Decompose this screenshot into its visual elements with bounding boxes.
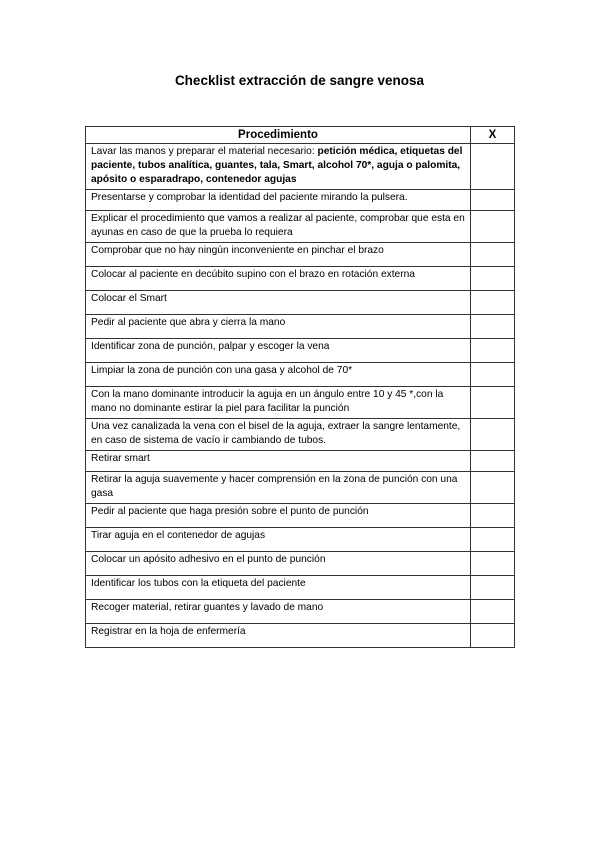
page-title: Checklist extracción de sangre venosa bbox=[174, 73, 425, 88]
check-cell[interactable] bbox=[471, 419, 515, 451]
table-row bbox=[86, 624, 515, 648]
procedure-cell: Pedir al paciente que haga presión sobre el punto de punción bbox=[86, 504, 471, 528]
table-row bbox=[86, 419, 515, 451]
table-row bbox=[86, 504, 515, 528]
check-cell[interactable] bbox=[471, 472, 515, 504]
header-procedimiento: Procedimiento bbox=[86, 127, 471, 144]
check-cell[interactable] bbox=[471, 243, 515, 267]
table-row bbox=[86, 363, 515, 387]
check-cell[interactable] bbox=[471, 144, 515, 190]
check-cell[interactable] bbox=[471, 600, 515, 624]
procedure-text: Lavar las manos y preparar el material necesario: bbox=[91, 146, 318, 157]
table-row bbox=[86, 472, 515, 504]
table-row bbox=[86, 387, 515, 419]
procedure-cell: Retirar la aguja suavemente y hacer comprensión en la zona de punción con una gasa bbox=[86, 472, 471, 504]
check-cell[interactable] bbox=[471, 387, 515, 419]
table-row bbox=[86, 315, 515, 339]
table-row bbox=[86, 339, 515, 363]
table-row bbox=[86, 552, 515, 576]
header-x: X bbox=[471, 127, 515, 144]
table-header-row bbox=[86, 127, 515, 144]
table-row bbox=[86, 243, 515, 267]
procedure-cell: Identificar zona de punción, palpar y escoger la vena bbox=[86, 339, 471, 363]
table-row bbox=[86, 144, 515, 190]
check-cell[interactable] bbox=[471, 315, 515, 339]
check-cell[interactable] bbox=[471, 576, 515, 600]
procedure-cell: Una vez canalizada la vena con el bisel de la aguja, extraer la sangre lentamente, en caso de sistema de vacío ir cambiando de tubos. bbox=[86, 419, 471, 451]
table-row bbox=[86, 528, 515, 552]
check-cell[interactable] bbox=[471, 291, 515, 315]
table-row bbox=[86, 451, 515, 472]
table-row bbox=[86, 291, 515, 315]
check-cell[interactable] bbox=[471, 552, 515, 576]
check-cell[interactable] bbox=[471, 363, 515, 387]
check-cell[interactable] bbox=[471, 190, 515, 211]
procedure-cell: Colocar el Smart bbox=[86, 291, 471, 315]
check-cell[interactable] bbox=[471, 528, 515, 552]
procedure-cell: Tirar aguja en el contenedor de agujas bbox=[86, 528, 471, 552]
procedure-cell: Con la mano dominante introducir la aguja en un ángulo entre 10 y 45 *,con la mano no dominante estirar la piel para facilitar la punción bbox=[86, 387, 471, 419]
checklist-table bbox=[85, 126, 515, 648]
procedure-cell: Identificar los tubos con la etiqueta del paciente bbox=[86, 576, 471, 600]
table-row bbox=[86, 600, 515, 624]
procedure-cell: Recoger material, retirar guantes y lavado de mano bbox=[86, 600, 471, 624]
check-cell[interactable] bbox=[471, 504, 515, 528]
procedure-cell: Limpiar la zona de punción con una gasa y alcohol de 70* bbox=[86, 363, 471, 387]
check-cell[interactable] bbox=[471, 624, 515, 648]
table-row bbox=[86, 190, 515, 211]
table-row bbox=[86, 211, 515, 243]
procedure-cell: Registrar en la hoja de enfermería bbox=[86, 624, 471, 648]
procedure-cell bbox=[86, 144, 471, 190]
table-row bbox=[86, 576, 515, 600]
check-cell[interactable] bbox=[471, 339, 515, 363]
procedure-cell: Pedir al paciente que abra y cierra la mano bbox=[86, 315, 471, 339]
procedure-cell: Retirar smart bbox=[86, 451, 471, 472]
procedure-cell: Comprobar que no hay ningún inconveniente en pinchar el brazo bbox=[86, 243, 471, 267]
check-cell[interactable] bbox=[471, 211, 515, 243]
procedure-cell: Colocar un apósito adhesivo en el punto de punción bbox=[86, 552, 471, 576]
procedure-cell: Explicar el procedimiento que vamos a realizar al paciente, comprobar que esta en ayunas en caso de que la prueba lo requiera bbox=[86, 211, 471, 243]
procedure-cell: Colocar al paciente en decúbito supino con el brazo en rotación externa bbox=[86, 267, 471, 291]
material-list: petición médica, etiquetas del paciente, tubos analítica, guantes, tala, Smart, alcohol 70*, aguja o palomita, apósito o esparadrapo, contenedor agujas bbox=[91, 146, 463, 185]
table-row bbox=[86, 267, 515, 291]
check-cell[interactable] bbox=[471, 451, 515, 472]
procedure-cell: Presentarse y comprobar la identidad del paciente mirando la pulsera. bbox=[86, 190, 471, 211]
check-cell[interactable] bbox=[471, 267, 515, 291]
